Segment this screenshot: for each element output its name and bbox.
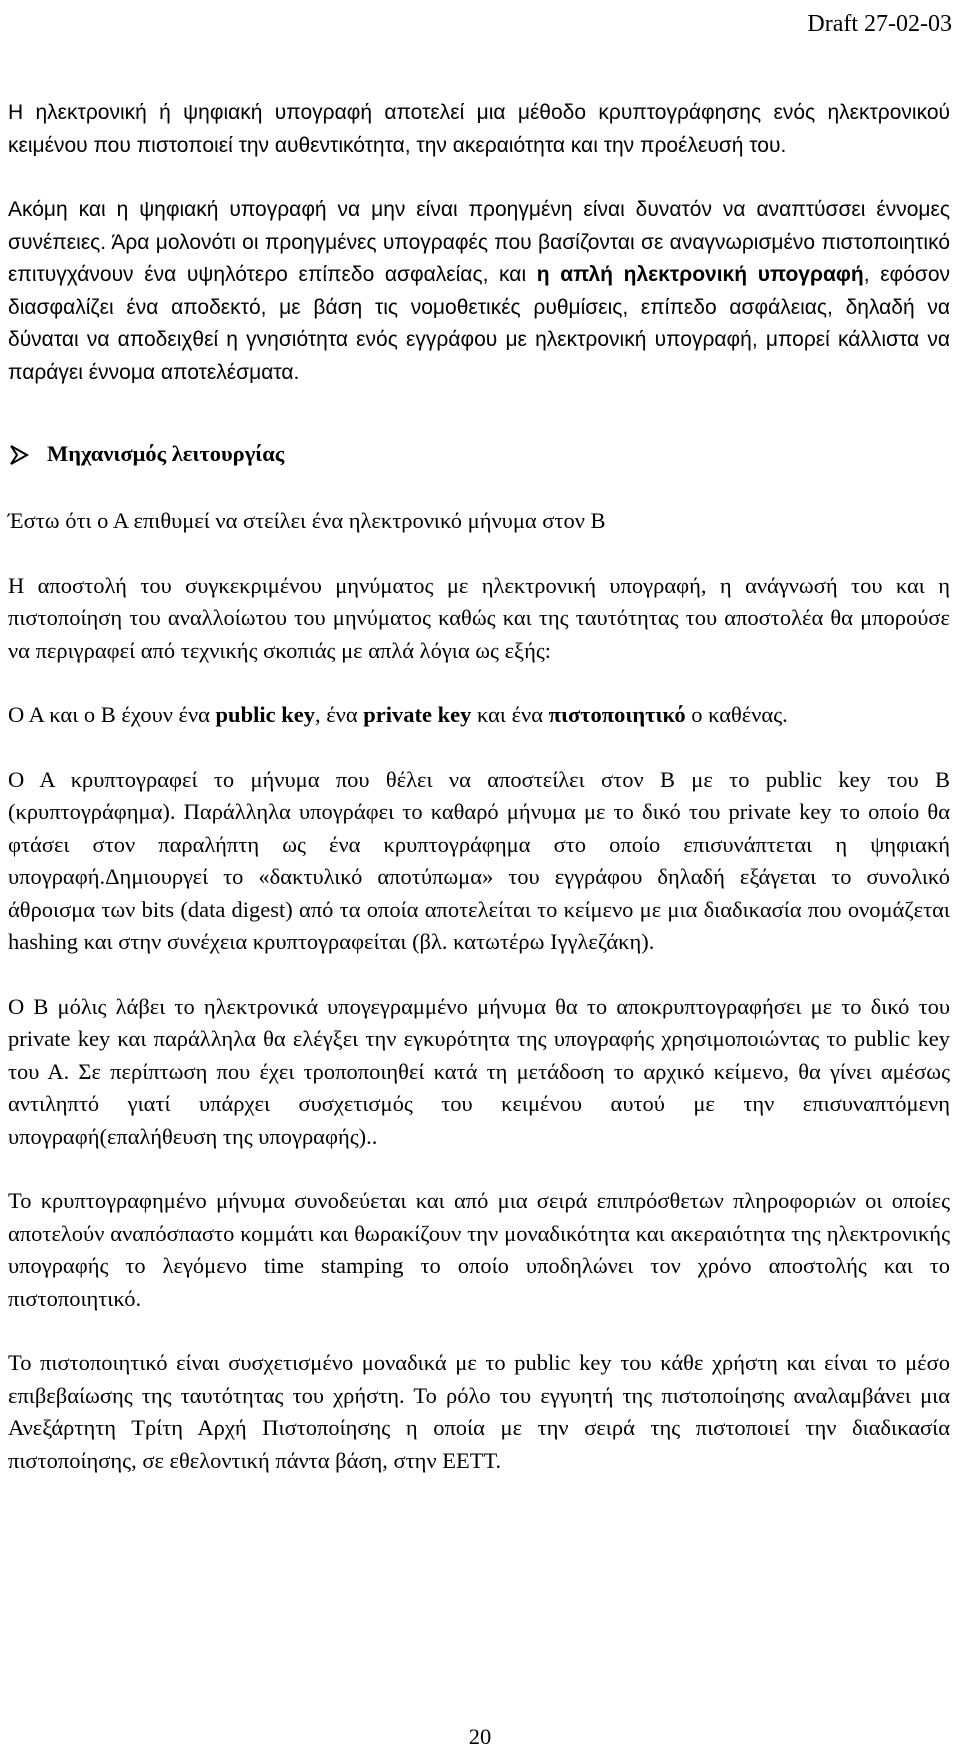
paragraph-certificate: Το πιστοποιητικό είναι συσχετισμένο μοναδικά με το public key του κάθε χρήστη και είναι το μέσο επιβεβαίωσης της ταυτότητας του χρήστη. Το ρόλο του εγγυητή της πιστοποίησης αναλαμβάνει μια Ανεξάρτητη Τρίτη Αρχή Πιστοποίησης η οποία με την σειρά της πιστοποιεί την διαδικασία πιστοποίησης, σε εθελοντική πάντα βάση, στην ΕΕΤΤ. (8, 1350, 950, 1473)
text-run: , εφόσον διασφαλίζει ένα αποδεκτό, με βάση τις νομοθετικές ρυθμίσεις, επίπεδο ασφάλειας, δηλαδή να δύναται να αποδειχθεί η γνησιότητα ενός εγγράφου με ηλεκτρονική υπογραφή, μπορεί κάλλιστα να παράγει έννομα αποτελέσματα. (8, 263, 950, 384)
paragraph-time-stamping: Το κρυπτογραφημένο μήνυμα συνοδεύεται και από μια σειρά επιπρόσθετων πληροφοριών οι οποίες αποτελούν αναπόσπαστο κομμάτι και θωρακίζουν την μοναδικότητα και ακεραιότητα της ηλεκτρονικής υπογραφής το λεγόμενο time stamping το οποίο υποδηλώνει τον χρόνο αποστολής και το πιστοποιητικό. (8, 1188, 950, 1311)
draft-header: Draft 27-02-03 (807, 11, 952, 37)
text-run: , ένα (314, 702, 364, 727)
section-heading (8, 438, 950, 470)
text-run: Ο Α και ο Β έχουν ένα (8, 702, 216, 727)
arrow-bullet-icon (8, 443, 30, 465)
text-run: ο καθένας. (685, 702, 788, 727)
paragraph-encryption: Ο Α κρυπτογραφεί το μήνυμα που θέλει να αποστείλει στον Β με το public key του Β (κρυπτογράφημα). Παράλληλα υπογράφει το καθαρό μήνυμα με το δικό του private key το οποίο θα φτάσει στον παραλήπτη ως ένα κρυπτογράφημα στο οποίο επισυνάπτεται η ψηφιακή υπογραφή.Δημιουργεί το «δακτυλικό αποτύπωμα» του εγγράφου δηλαδή εξάγεται το συνολικό άθροισμα των bits (data digest) από τα οποία αποτελείται το κείμενο με μια διαδικασία που ονομάζεται hashing και στην συνέχεια κρυπτογραφείται (βλ. κατωτέρω Ιγγλεζάκη). (8, 766, 950, 954)
paragraph-description: Η αποστολή του συγκεκριμένου μηνύματος με ηλεκτρονική υπογραφή, η ανάγνωσή του και η πιστοποίηση του αναλλοίωτου του μηνύματος καθώς και της ταυτότητας του αποστολέα θα μπορούσε να περιγραφεί από τεχνικής σκοπιάς με απλά λόγια ως εξής: (8, 572, 950, 663)
paragraph-scenario: Έστω ότι ο Α επιθυμεί να στείλει ένα ηλεκτρονικό μήνυμα στον Β (8, 508, 606, 533)
paragraph-definition: Η ηλεκτρονική ή ψηφιακή υπογραφή αποτελεί μια μέθοδο κρυπτογράφησης ενός ηλεκτρονικού κειμένου που πιστοποιεί την αυθεντικότητα, την ακεραιότητα και την προέλευσή του. (8, 101, 950, 157)
bold-term-private-key: private key (363, 702, 472, 727)
bold-term-public-key: public key (215, 702, 315, 727)
page-number: 20 (468, 1724, 492, 1749)
bold-term-simple-signature: η απλή ηλεκτρονική υπογραφή (536, 263, 864, 286)
bold-term-certificate: πιστοποιητικό (548, 702, 686, 727)
section-heading-text: Μηχανισμός λειτουργίας (47, 441, 285, 466)
paragraph-keys (8, 699, 950, 732)
paragraph-decryption: Ο Β μόλις λάβει το ηλεκτρονικά υπογεγραμμένο μήνυμα θα το αποκρυπτογραφήσει με το δικό του private key και παράλληλα θα ελέγξει την εγκυρότητα της υπογραφής χρησιμοποιώντας το public key του Α. Σε περίπτωση που έχει τροποποιηθεί κατά τη μετάδοση το αρχικό κείμενο, θα γίνει αμέσως αντιληπτό γιατί υπάρχει συσχετισμός του κειμένου αυτού με την επισυναπτόμενη υπογραφή(επαλήθευση της υπογραφής).. (8, 993, 950, 1149)
text-run: Ακόμη και η ψηφιακή υπογραφή να μην είναι προηγμένη είναι δυνατόν να αναπτύσσει έννομες συνέπειες. Άρα μολονότι οι προηγμένες υπογραφές που βασίζονται σε αναγνωρισμένο πιστοποιητικό επιτυγχάνουν ένα υψηλότερο επίπεδο ασφαλείας, και (8, 198, 950, 286)
text-run: και ένα (471, 702, 549, 727)
paragraph-legal-effects (8, 194, 950, 389)
document-body (8, 97, 950, 1477)
